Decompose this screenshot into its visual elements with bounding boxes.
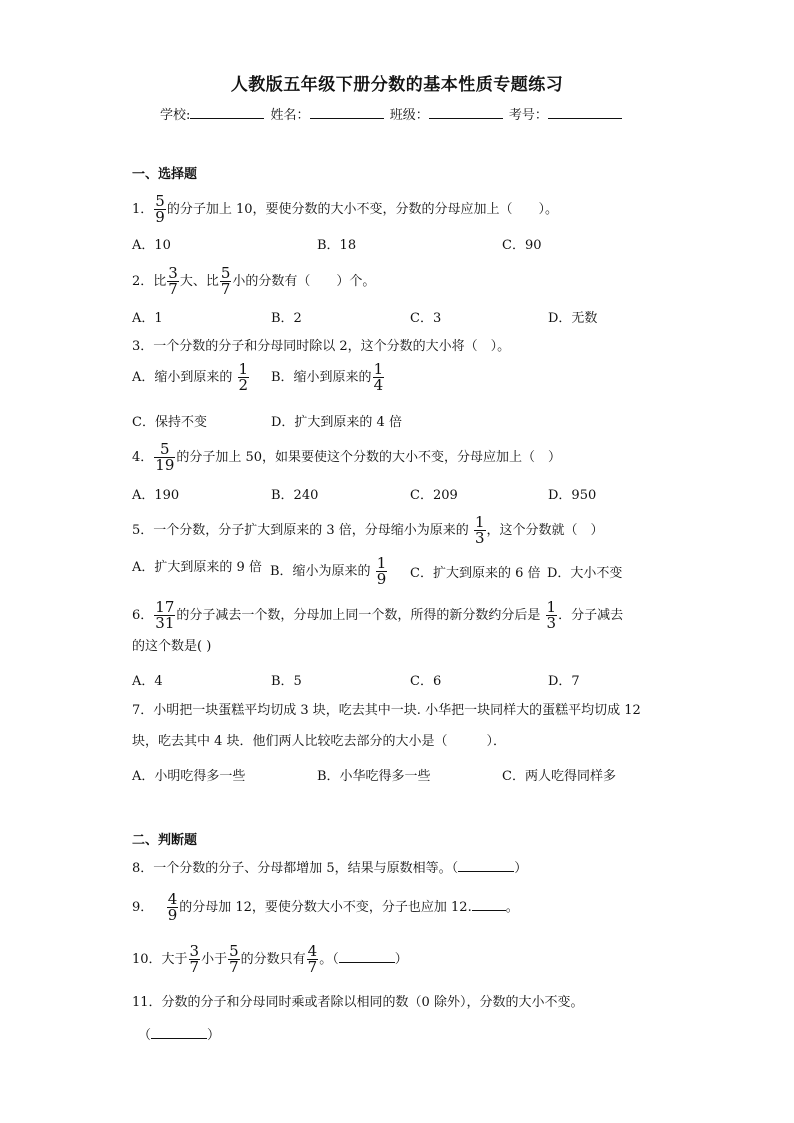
q10-post: 。（ bbox=[319, 952, 339, 967]
q1-fraction: $\frac{5}{9}$ bbox=[155, 192, 165, 226]
q5-pre: 5．一个分数，分子扩大到原来的 3 倍，分母缩小为原来的 bbox=[132, 523, 469, 538]
q11-answer-blank[interactable] bbox=[151, 1026, 207, 1039]
exam-no-label: 考号： bbox=[508, 108, 548, 123]
q4-text: 的分子加上 50，如果要使这个分数的大小不变，分母应加上（ ） bbox=[176, 450, 562, 465]
student-info-row bbox=[160, 104, 624, 123]
q6-fraction: $\frac{17}{31}$ bbox=[155, 598, 175, 632]
q7-option-b[interactable]: B．小华吃得多一些 bbox=[317, 769, 431, 784]
question-8 bbox=[132, 859, 527, 878]
q9-post: 。 bbox=[505, 900, 519, 915]
q7-option-c[interactable]: C．两人吃得同样多 bbox=[502, 769, 616, 784]
class-label: 班级： bbox=[389, 108, 429, 123]
question-6 bbox=[132, 600, 623, 631]
q11-close: ） bbox=[207, 1028, 221, 1043]
q9-answer-blank[interactable] bbox=[472, 898, 506, 911]
q3-option-a[interactable] bbox=[132, 362, 250, 393]
q1-option-a[interactable]: A．10 bbox=[132, 238, 171, 253]
q2-option-b[interactable]: B．2 bbox=[271, 311, 302, 326]
page-title: 人教版五年级下册分数的基本性质专题练习 bbox=[230, 75, 564, 95]
q11-answer bbox=[138, 1026, 220, 1045]
exam-no-blank[interactable] bbox=[548, 106, 622, 119]
q5-option-d[interactable]: D．大小不变 bbox=[547, 566, 623, 581]
q8-text: 8．一个分数的分子、分母都增加 5，结果与原数相等。（ bbox=[132, 861, 459, 876]
q10-mid-1: 小于 bbox=[201, 952, 228, 967]
question-3: 3．一个分数的分子和分母同时除以 2，这个分数的大小将（ ）。 bbox=[132, 339, 511, 354]
q7-option-a[interactable]: A．小明吃得多一些 bbox=[132, 769, 246, 784]
q10-pre: 10．大于 bbox=[132, 952, 188, 967]
q2-option-d[interactable]: D．无数 bbox=[548, 311, 598, 326]
name-label: 姓名： bbox=[270, 108, 310, 123]
q5-option-a[interactable]: A．扩大到原来的 9 倍 bbox=[132, 560, 262, 575]
q5-option-c[interactable]: C．扩大到原来的 6 倍 bbox=[410, 566, 541, 581]
q2-option-c[interactable]: C．3 bbox=[410, 311, 442, 326]
q3-option-d[interactable]: D．扩大到原来的 4 倍 bbox=[271, 415, 402, 430]
school-blank[interactable] bbox=[190, 106, 264, 119]
q10-fraction-2: $\frac{5}{7}$ bbox=[229, 942, 239, 976]
question-2 bbox=[132, 266, 375, 297]
q6-text: 的分子减去一个数，分母加上同一个数，所得的新分数约分后是 bbox=[176, 608, 541, 623]
question-4 bbox=[132, 442, 561, 473]
q1-option-b[interactable]: B．18 bbox=[317, 238, 357, 253]
q3-option-c[interactable]: C．保持不变 bbox=[132, 415, 207, 430]
q11-open: （ bbox=[138, 1028, 152, 1043]
q6-post: ．分子减去 bbox=[558, 608, 624, 623]
question-7: 7．小明把一块蛋糕平均切成 3 块，吃去其中一块. 小华把一块同样大的蛋糕平均切成 12 bbox=[132, 703, 641, 718]
q5-option-b[interactable] bbox=[270, 556, 388, 587]
question-11: 11．分数的分子和分母同时乘或者除以相同的数（0 除外），分数的大小不变。 bbox=[132, 995, 584, 1010]
q10-fraction-1: $\frac{3}{7}$ bbox=[189, 942, 200, 976]
q2-option-a[interactable]: A．1 bbox=[132, 311, 163, 326]
q2-pre: 2．比 bbox=[132, 274, 167, 289]
q5-option-b-text: B．缩小为原来的 bbox=[270, 564, 371, 579]
q9-number: 9． bbox=[132, 900, 154, 915]
q4-option-c[interactable]: C．209 bbox=[410, 488, 458, 503]
q5-post: ，这个分数就（ ） bbox=[486, 523, 604, 538]
q2-fraction-2: $\frac{5}{7}$ bbox=[220, 264, 231, 298]
q2-post: 小的分数有（ ）个。 bbox=[232, 274, 376, 289]
q4-option-d[interactable]: D．950 bbox=[548, 488, 597, 503]
q4-fraction: $\frac{5}{19}$ bbox=[155, 440, 175, 474]
q3-option-b-text: B．缩小到原来的 bbox=[271, 370, 372, 385]
q6-number: 6． bbox=[132, 608, 154, 623]
q3-option-a-fraction: $\frac{1}{2}$ bbox=[238, 360, 249, 394]
q7-line-2: 块，吃去其中 4 块．他们两人比较吃去部分的大小是（ ）． bbox=[132, 734, 507, 749]
q10-fraction-3: $\frac{4}{7}$ bbox=[307, 942, 318, 976]
q3-option-b[interactable] bbox=[271, 362, 385, 393]
section-choice-heading: 一、选择题 bbox=[132, 167, 198, 182]
q9-fraction: $\frac{4}{9}$ bbox=[167, 890, 178, 924]
q4-number: 4． bbox=[132, 450, 154, 465]
q6-fraction-2: $\frac{1}{3}$ bbox=[546, 598, 557, 632]
q6-option-b[interactable]: B．5 bbox=[271, 674, 302, 689]
q6-option-d[interactable]: D．7 bbox=[548, 674, 580, 689]
q6-line-2: 的这个数是( ) bbox=[132, 639, 212, 654]
q8-answer-blank[interactable] bbox=[458, 859, 514, 872]
q10-mid-2: 的分数只有 bbox=[240, 952, 306, 967]
q2-mid: 大、比 bbox=[179, 274, 219, 289]
q10-answer-blank[interactable] bbox=[339, 950, 395, 963]
q5-option-b-fraction: $\frac{1}{9}$ bbox=[376, 554, 387, 588]
section-judge-heading: 二、判断题 bbox=[132, 833, 198, 848]
q1-number: 1． bbox=[132, 202, 154, 217]
q1-text: 的分子加上 10，要使分数的大小不变，分数的分母应加上（ ）。 bbox=[166, 202, 559, 217]
q1-option-c[interactable]: C．90 bbox=[502, 238, 542, 253]
q3-option-b-fraction: $\frac{1}{4}$ bbox=[373, 360, 384, 394]
question-9 bbox=[132, 892, 519, 923]
q2-fraction-1: $\frac{3}{7}$ bbox=[168, 264, 178, 298]
q3-option-a-text: A．缩小到原来的 bbox=[132, 370, 233, 385]
q9-text: 的分母加 12，要使分数大小不变，分子也应加 12. bbox=[179, 900, 472, 915]
question-5 bbox=[132, 515, 604, 546]
school-label: 学校: bbox=[160, 108, 191, 123]
q4-option-b[interactable]: B．240 bbox=[271, 488, 319, 503]
q5-fraction: $\frac{1}{3}$ bbox=[474, 513, 485, 547]
name-blank[interactable] bbox=[310, 106, 384, 119]
class-blank[interactable] bbox=[429, 106, 503, 119]
question-1 bbox=[132, 194, 558, 225]
question-10 bbox=[132, 944, 408, 975]
q4-option-a[interactable]: A．190 bbox=[132, 488, 180, 503]
q6-option-a[interactable]: A．4 bbox=[132, 674, 163, 689]
q8-post: ） bbox=[514, 861, 528, 876]
q10-end: ） bbox=[394, 952, 408, 967]
q6-option-c[interactable]: C．6 bbox=[410, 674, 442, 689]
